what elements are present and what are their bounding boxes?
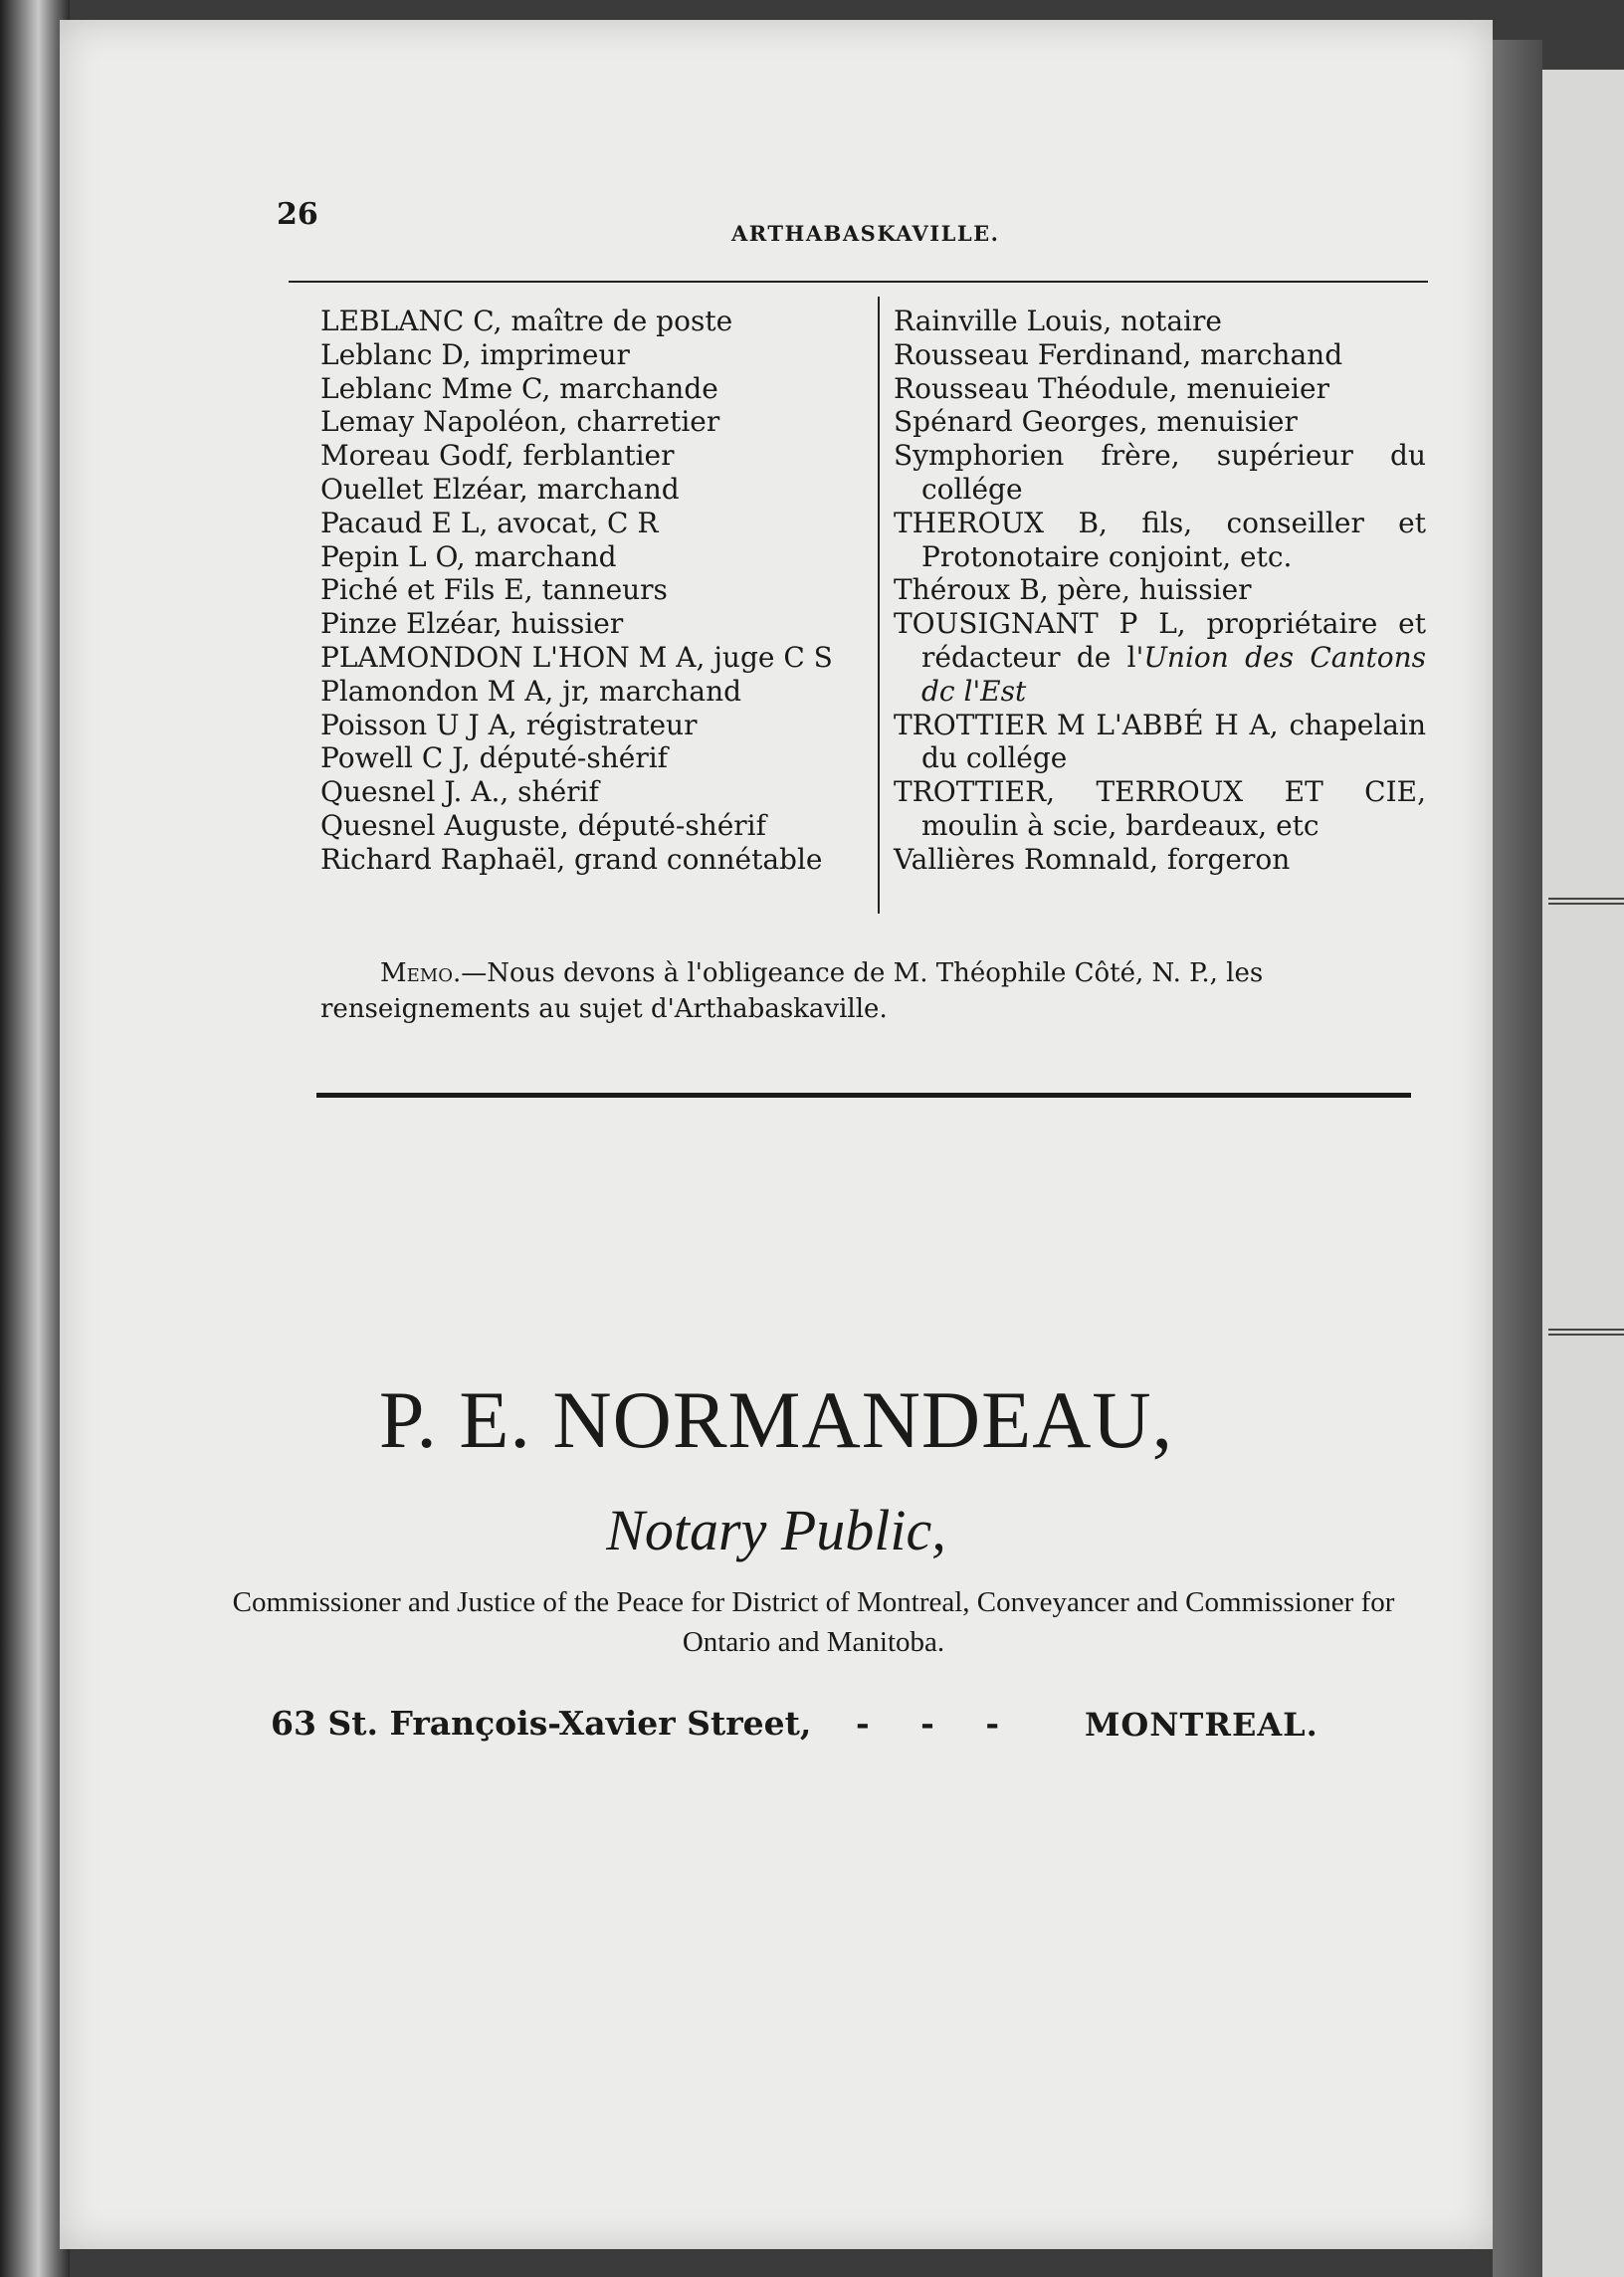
directory-entry-tousignant bbox=[894, 607, 1426, 708]
directory-entry: Lemay Napoléon, charretier bbox=[320, 405, 720, 439]
advert-name: P. E. NORMANDEAU, bbox=[378, 1374, 1174, 1465]
memo-note bbox=[320, 955, 1423, 1027]
directory-entry: Rousseau Théodule, menuieier bbox=[894, 371, 1329, 405]
directory-entry: Symphorien frère, supérieur du collége bbox=[894, 439, 1426, 506]
memo-text: —Nous devons à l'obligeance de M. Théophile Côté, N. P., les renseignements au sujet d'Arthabaskaville. bbox=[320, 958, 1264, 1024]
directory-entry: THEROUX B, fils, conseiller et Protonotaire conjoint, etc. bbox=[894, 506, 1426, 573]
memo-label: Memo. bbox=[380, 958, 462, 988]
book-page bbox=[60, 20, 1493, 2249]
entry-text: TOUSIGNANT P L, propriétaire et rédacteur de l' bbox=[894, 607, 1426, 674]
column-divider bbox=[878, 297, 880, 914]
directory-entry: Richard Raphaël, grand connétable bbox=[320, 842, 823, 876]
directory-entry: Pepin L O, marchand bbox=[320, 539, 617, 573]
advert-title: Notary Public, bbox=[606, 1498, 946, 1562]
page-number: 26 bbox=[277, 197, 318, 232]
directory-entry: Poisson U J A, régistrateur bbox=[320, 708, 698, 741]
advert-city: MONTREAL. bbox=[1085, 1706, 1319, 1744]
page-edge-shadow bbox=[1493, 40, 1542, 2277]
directory-entry: Moreau Godf, ferblantier bbox=[320, 439, 675, 473]
adjacent-page-rule bbox=[1548, 1329, 1624, 1336]
directory-entry: Vallières Romnald, forgeron bbox=[894, 842, 1291, 876]
directory-entry: TROTTIER, TERROUX ET CIE, moulin à scie, bardeaux, etc bbox=[894, 775, 1426, 842]
directory-entry: Quesnel J. A., shérif bbox=[320, 775, 599, 809]
directory-entry: Rainville Louis, notaire bbox=[894, 305, 1222, 337]
directory-entry: Pacaud E L, avocat, C R bbox=[320, 506, 659, 539]
header-rule bbox=[289, 281, 1428, 283]
publication-name: Union des Cantons dc l'Est bbox=[921, 640, 1426, 708]
directory-entry: Leblanc D, imprimeur bbox=[320, 337, 630, 371]
advert-dashes: - - - bbox=[856, 1704, 1000, 1743]
adjacent-page-rule bbox=[1548, 898, 1624, 905]
directory-right-column bbox=[894, 305, 1426, 877]
directory-entry: Plamondon M A, jr, marchand bbox=[320, 674, 742, 708]
directory-entry: Spénard Georges, menuisier bbox=[894, 405, 1298, 439]
directory-entry: TROTTIER M L'ABBÉ H A, chapelain du collége bbox=[894, 708, 1426, 775]
directory-entry: Rousseau Ferdinand, marchand bbox=[894, 337, 1343, 371]
directory-left-column bbox=[320, 305, 866, 877]
directory-entry: Pinze Elzéar, huissier bbox=[320, 607, 624, 641]
directory-entry: PLAMONDON L'HON M A, juge C S bbox=[320, 640, 833, 674]
advert-description: Commissioner and Justice of the Peace for District of Montreal, Conveyancer and Commissioner for Ontario and Manitoba. bbox=[232, 1586, 1395, 1658]
advert-address: 63 St. François-Xavier Street, bbox=[271, 1704, 812, 1743]
adjacent-page bbox=[1542, 70, 1624, 2277]
directory-entry: Ouellet Elzéar, marchand bbox=[320, 472, 680, 506]
directory-entry: Quesnel Auguste, député-shérif bbox=[320, 808, 766, 842]
directory-entry: Théroux B, père, huissier bbox=[894, 573, 1252, 607]
section-rule bbox=[316, 1093, 1411, 1098]
directory-entry: Leblanc Mme C, marchande bbox=[320, 371, 718, 405]
directory-entry: Piché et Fils E, tanneurs bbox=[320, 573, 668, 607]
running-head: ARTHABASKAVILLE. bbox=[731, 221, 1000, 246]
directory-entry: LEBLANC C, maître de poste bbox=[320, 305, 733, 337]
directory-entry: Powell C J, député-shérif bbox=[320, 741, 669, 775]
